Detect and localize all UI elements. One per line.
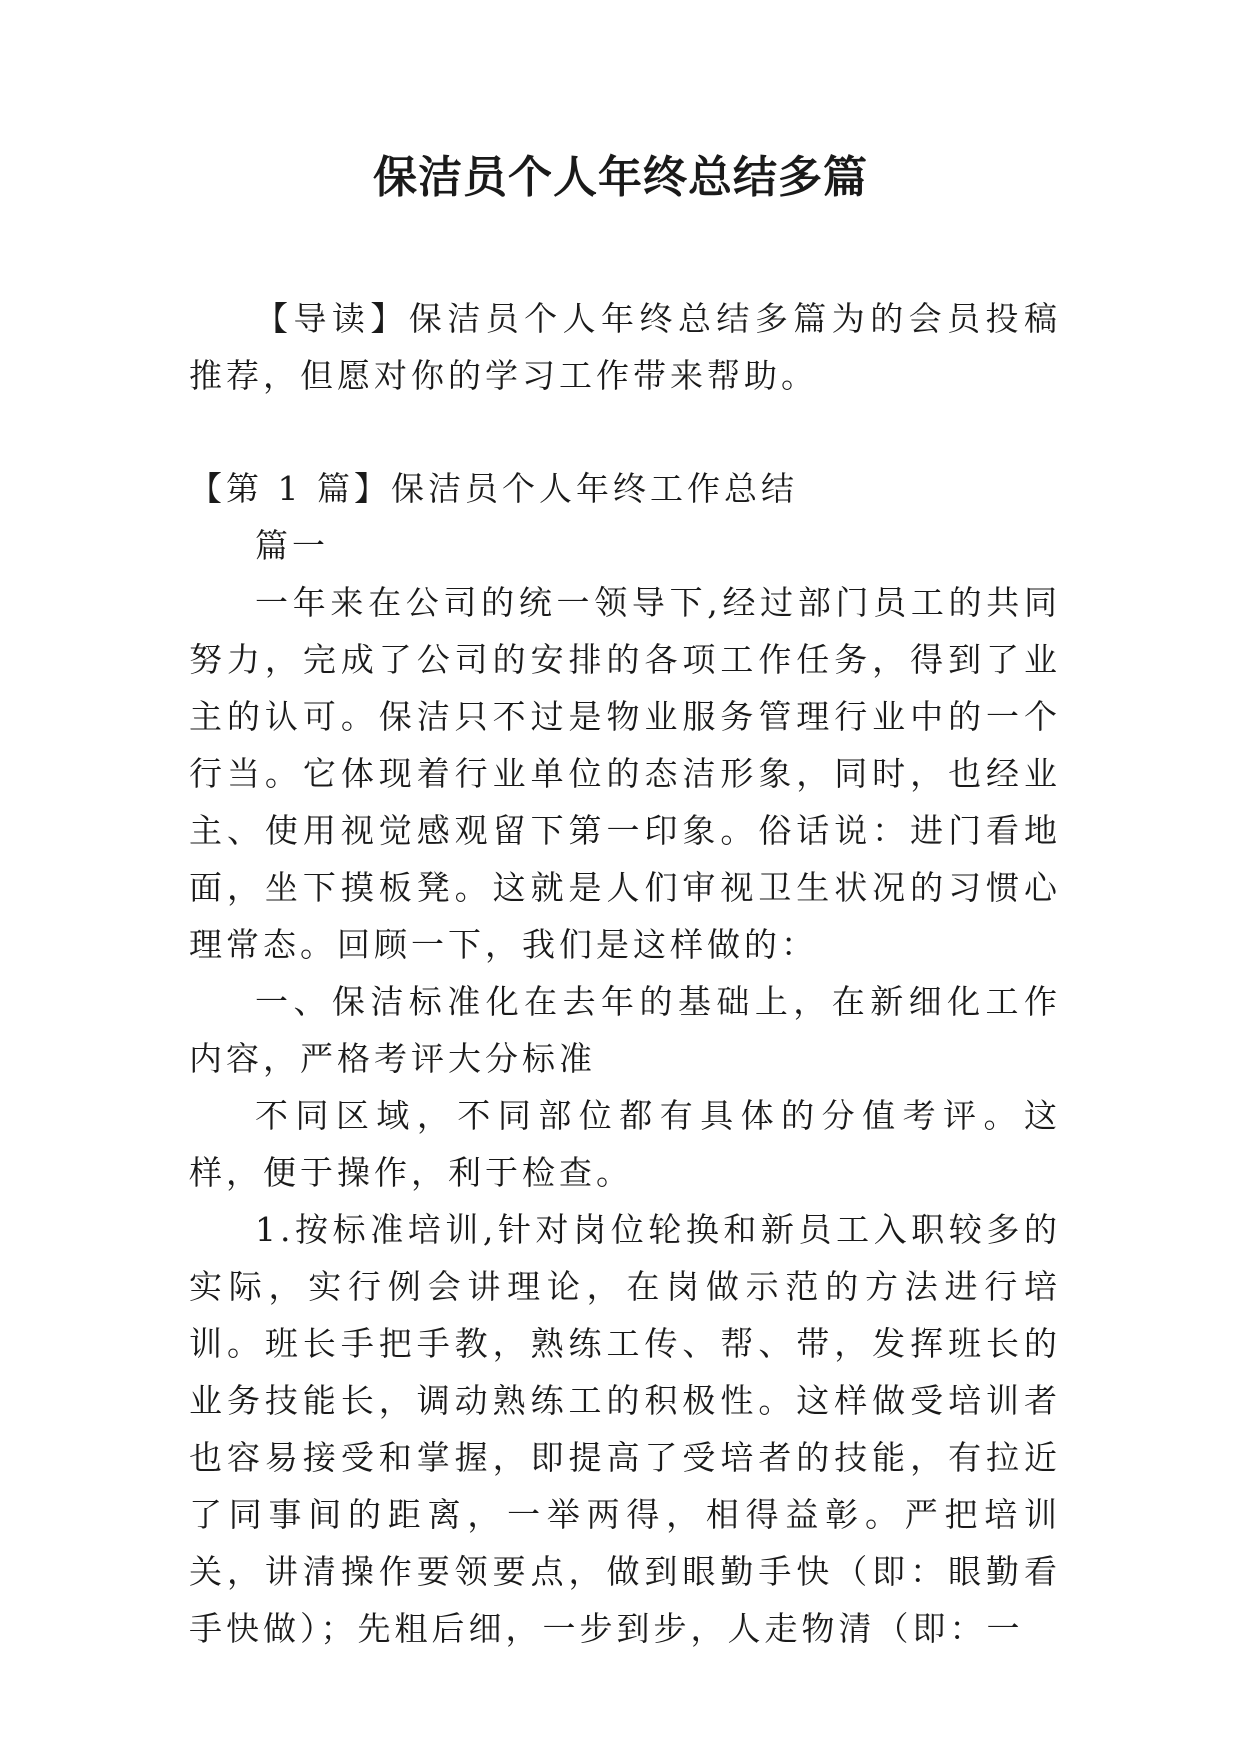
body-paragraph: 一年来在公司的统一领导下,经过部门员工的共同努力，完成了公司的安排的各项工作任务，得到了业主的认可。保洁只不过是物业服务管理行业中的一个行当。它体现着行业单位的态洁形象，同时，也经业主、使用视觉感观留下第一印象。俗话说：进门看地面，坐下摸板凳。这就是人们审视卫生状况的习惯心理常态。回顾一下，我们是这样做的： xyxy=(189,583,1061,964)
body-paragraph: 1.按标准培训,针对岗位轮换和新员工入职较多的实际，实行例会讲理论，在岗做示范的方法进行培训。班长手把手教，熟练工传、帮、带，发挥班长的业务技能长，调动熟练工的积极性。这样做受培训者也容易接受和掌握，即提高了受培者的技能，有拉近了同事间的距离，一举两得，相得益彰。严把培训关，讲清操作要领要点，做到眼勤手快（即：眼勤看手快做）；先粗后细，一步到步，人走物清（即：一 xyxy=(189,1210,1061,1648)
document-title: 保洁员个人年终总结多篇 xyxy=(373,152,868,203)
subheading: 篇一 xyxy=(255,526,329,565)
section-heading: 【第 1 篇】保洁员个人年终工作总结 xyxy=(189,469,798,508)
body-paragraph: 一、保洁标准化在去年的基础上，在新细化工作内容，严格考评大分标准 xyxy=(189,982,1061,1078)
article-body xyxy=(189,460,1061,1657)
intro-block xyxy=(189,290,1061,404)
body-paragraph: 不同区域，不同部位都有具体的分值考评。这样，便于操作，利于检查。 xyxy=(189,1096,1061,1192)
intro-paragraph: 【导读】保洁员个人年终总结多篇为的会员投稿推荐，但愿对你的学习工作带来帮助。 xyxy=(189,299,1061,395)
